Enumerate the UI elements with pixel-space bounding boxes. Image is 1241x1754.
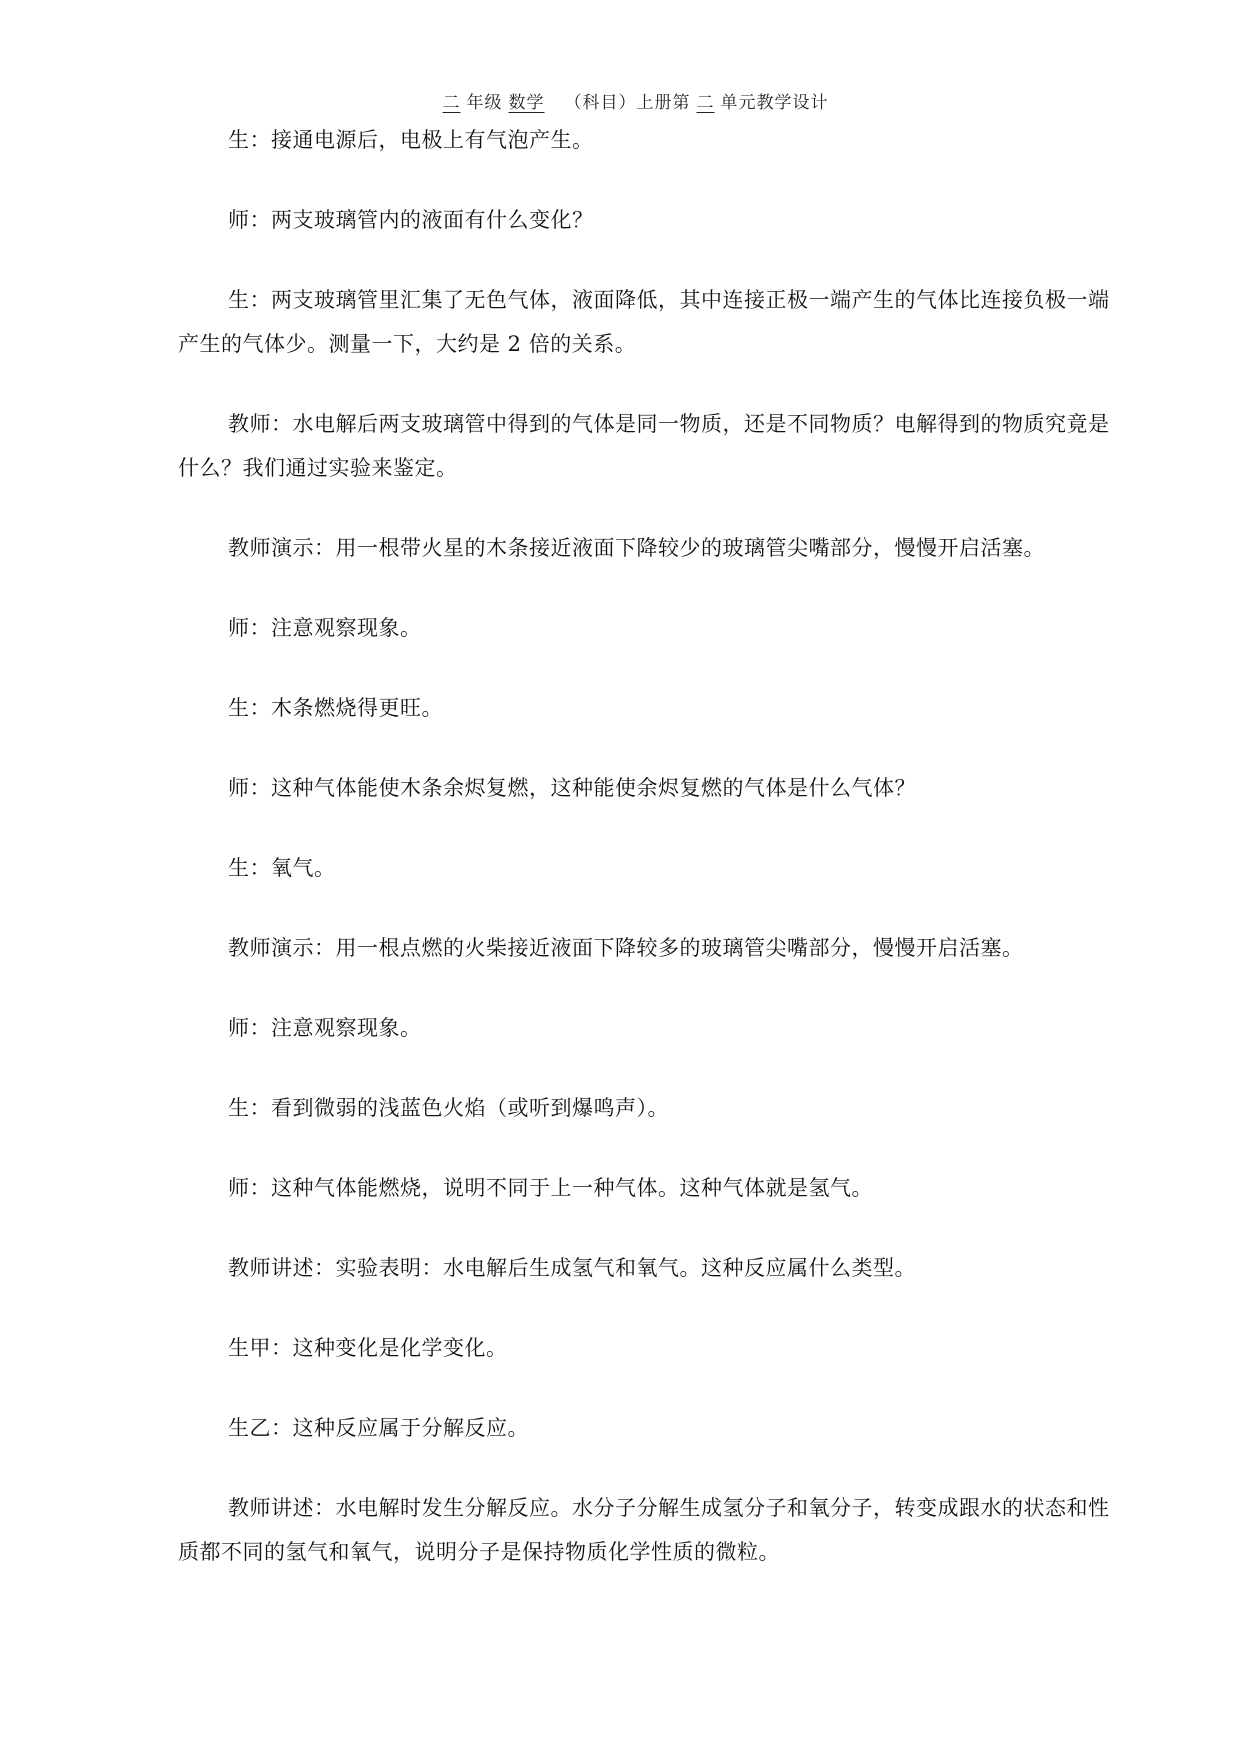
paragraph-5: 教师演示：用一根带火星的木条接近液面下降较少的玻璃管尖嘴部分，慢慢开启活塞。 [228, 536, 1045, 560]
paragraph-6: 师：注意观察现象。 [228, 616, 422, 640]
page-header [0, 88, 1241, 113]
paragraph-2: 师：两支玻璃管内的液面有什么变化？ [228, 208, 594, 232]
paragraph-4: 教师：水电解后两支玻璃管中得到的气体是同一物质，还是不同物质？电解得到的物质究竟是什么？我们通过实验来鉴定。 [178, 412, 1110, 480]
header-grade: 二 [442, 93, 461, 113]
header-subject-suffix: （科目）上册第 [564, 93, 691, 113]
paragraph-9: 生：氧气。 [228, 856, 336, 880]
header-unit-suffix: 单元教学设计 [720, 93, 829, 113]
paragraph-10: 教师演示：用一根点燃的火柴接近液面下降较多的玻璃管尖嘴部分，慢慢开启活塞。 [228, 936, 1024, 960]
paragraph-14: 教师讲述：实验表明：水电解后生成氢气和氧气。这种反应属什么类型。 [228, 1256, 916, 1280]
paragraph-7: 生：木条燃烧得更旺。 [228, 696, 443, 720]
paragraph-15: 生甲：这种变化是化学变化。 [228, 1336, 508, 1360]
document-body [178, 118, 1118, 1574]
paragraph-3: 生：两支玻璃管里汇集了无色气体，液面降低，其中连接正极一端产生的气体比连接负极一端产生的气体少。测量一下，大约是 2 倍的关系。 [178, 288, 1110, 356]
header-subject: 数学 [508, 93, 545, 113]
header-unit: 二 [696, 93, 715, 113]
paragraph-1: 生：接通电源后，电极上有气泡产生。 [228, 128, 594, 152]
header-grade-suffix: 年级 [466, 93, 503, 113]
paragraph-8: 师：这种气体能使木条余烬复燃，这种能使余烬复燃的气体是什么气体？ [228, 776, 916, 800]
paragraph-11: 师：注意观察现象。 [228, 1016, 422, 1040]
paragraph-12: 生：看到微弱的浅蓝色火焰（或听到爆鸣声）。 [228, 1096, 669, 1120]
paragraph-16: 生乙：这种反应属于分解反应。 [228, 1416, 529, 1440]
paragraph-13: 师：这种气体能燃烧，说明不同于上一种气体。这种气体就是氢气。 [228, 1176, 873, 1200]
paragraph-17: 教师讲述：水电解时发生分解反应。水分子分解生成氢分子和氧分子，转变成跟水的状态和性质都不同的氢气和氧气，说明分子是保持物质化学性质的微粒。 [178, 1496, 1110, 1564]
